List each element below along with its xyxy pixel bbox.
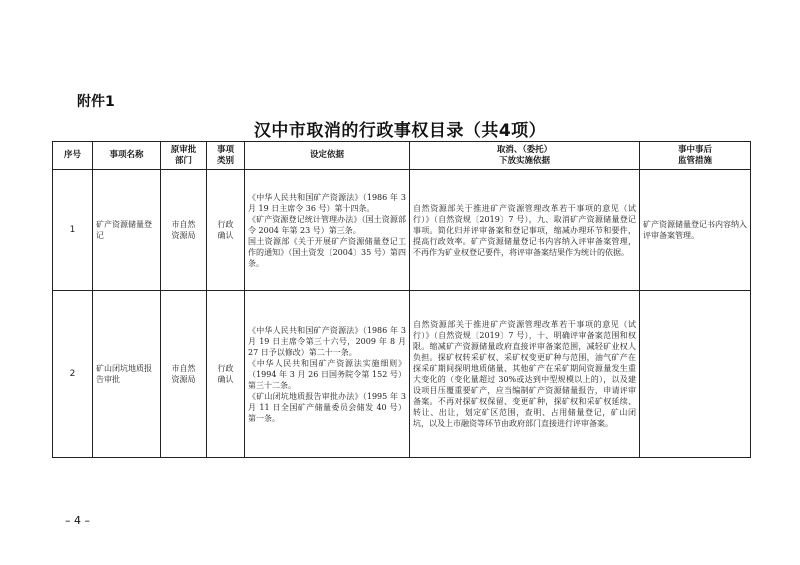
cell-dept: 市自然 资源局 xyxy=(161,170,207,291)
cell-name: 矿产资源储量登记 xyxy=(93,170,161,291)
cell-supervision: 矿产资源储量登记书内容纳入评审备案管理。 xyxy=(640,170,751,291)
cell-name: 矿山闭坑地质报告审批 xyxy=(93,291,161,458)
table-header-row xyxy=(53,142,751,170)
cell-seq: 2 xyxy=(53,291,93,458)
header-dept: 原审批 部门 xyxy=(161,142,207,170)
header-seq: 序号 xyxy=(53,142,93,170)
cell-type: 行政 确认 xyxy=(207,291,245,458)
table-row xyxy=(53,170,751,291)
page-number: – 4 – xyxy=(65,514,90,527)
cell-seq: 1 xyxy=(53,170,93,291)
catalog-table xyxy=(52,141,751,458)
cell-cancel-basis: 自然资源部关于推进矿产资源管理改革若干事项的意见（试行）》（自然资规〔2019〕7 号），十、明确评审备案范围和权限。缩减矿产资源储量政府直接评审备案范围，减轻矿业权人负担。探矿权转采矿权、采矿权变更矿种与范围，油气矿产在探采矿期间探明地质储量、其他矿产在采矿期间资源量发生重大变化的（变化量超过 30%或达到中型规模以上的），以及建设项目压覆重要矿产，应当编制矿产资源储量报告，申请评审备案。不再对探矿权保留、变更矿种，探矿权和采矿权延续、转让、出让，划定矿区范围，查明、占用储量登记，矿山闭坑，以及上市融资等环节由政府部门直接进行评审备案。 xyxy=(410,291,640,458)
table-row xyxy=(53,291,751,458)
cell-type: 行政 确认 xyxy=(207,170,245,291)
cell-basis: 《中华人民共和国矿产资源法》（1986 年 3 月 19 日主席令 36 号）第十四条。 《矿产资源登记统计管理办法》（国土资源部令 2004 年第 23 号）第三条。 国土资源部《关于开展矿产资源储量登记工作的通知》（国土资发〔2004〕35 号）第四条。 xyxy=(245,170,410,291)
header-type: 事项 类别 xyxy=(207,142,245,170)
document-title: 汉中市取消的行政事权目录（共4项） xyxy=(253,121,547,141)
header-basis: 设定依据 xyxy=(245,142,410,170)
cell-dept: 市自然 资源局 xyxy=(161,291,207,458)
attachment-label: 附件1 xyxy=(77,94,115,110)
cell-supervision xyxy=(640,291,751,458)
header-supervision: 事中事后 监管措施 xyxy=(640,142,751,170)
header-name: 事项名称 xyxy=(93,142,161,170)
header-cancel-basis: 取消、（委托） 下放实施依据 xyxy=(410,142,640,170)
cell-basis: 《中华人民共和国矿产资源法》（1986 年 3 月 19 日主席令第三十六号，2009 年 8 月 27 日予以修改）第二十一条。 《中华人民共和国矿产资源法实施细则》（1994 年 3 月 26 日国务院令第 152 号）第三十二条。 《矿山闭坑地质报告审批办法》（1995 年 3 月 11 日全国矿产储量委员会储发 40 号）第一条。 xyxy=(245,291,410,458)
cell-cancel-basis: 自然资源部关于推进矿产资源管理改革若干事项的意见（试行）》（自然资规〔2019〕7 号），九、取消矿产资源储量登记事项。简化归并评审备案和登记事项，缩减办理环节和要件，提高行政效率。矿产资源储量登记书内容纳入评审备案管理，不再作为矿业权登记要件，将评审备案结果作为统计的依据。 xyxy=(410,170,640,291)
